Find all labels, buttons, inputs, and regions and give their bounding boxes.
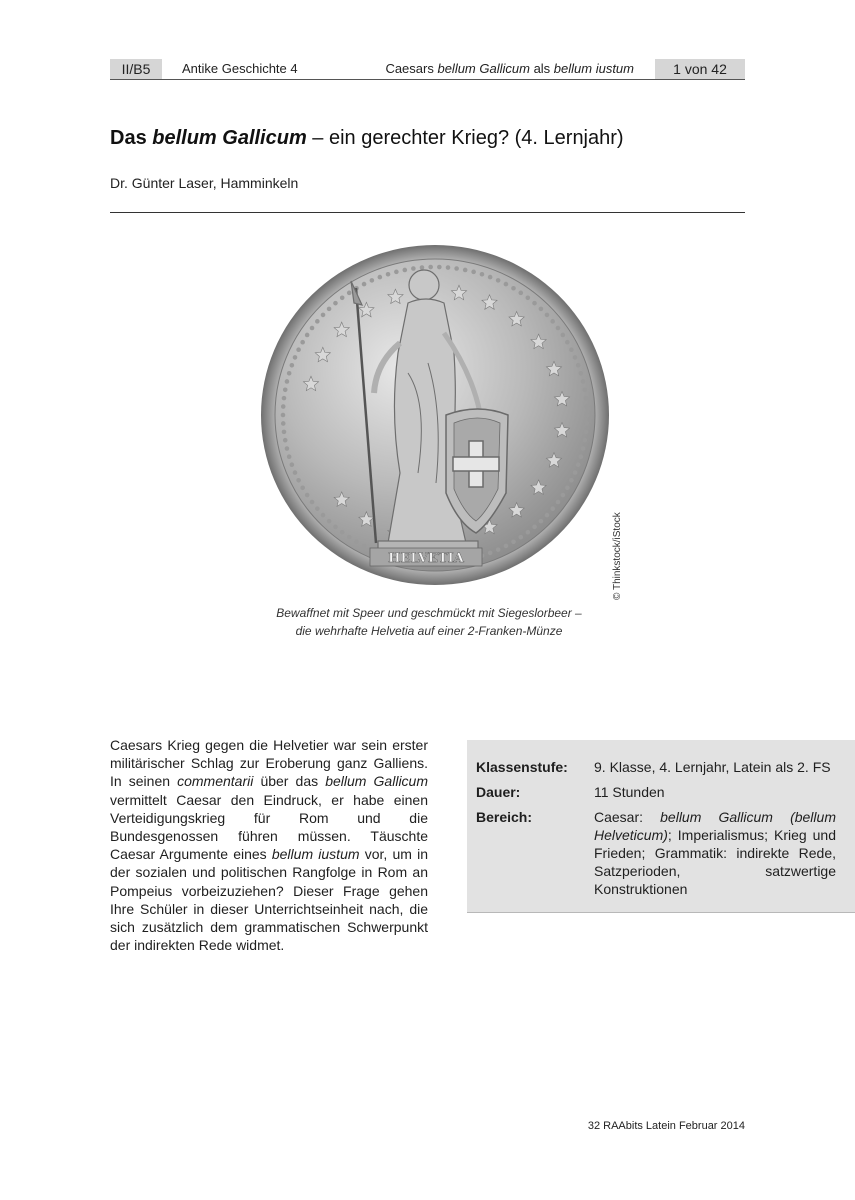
coin-bead — [446, 265, 451, 270]
coin-bead — [394, 270, 399, 275]
image-credit: © Thinkstock/iStock — [612, 512, 623, 600]
page-number: 1 von 42 — [655, 59, 745, 79]
coin-bead — [370, 278, 375, 283]
coin-bead — [300, 340, 305, 345]
coin-bead — [504, 544, 509, 549]
coin-bead — [285, 379, 290, 384]
coin-bead — [281, 413, 286, 418]
coin-bead — [584, 430, 589, 435]
coin-bead — [526, 295, 531, 300]
coin-bead — [354, 539, 359, 544]
coin-bead — [340, 295, 345, 300]
section-code: II/B5 — [110, 59, 162, 79]
topic-title: Caesars bellum Gallicum als bellum iustum — [385, 61, 634, 76]
coin-bead — [362, 282, 367, 287]
divider — [110, 212, 745, 213]
coin-bead — [315, 506, 320, 511]
bereich-label: Bereich: — [476, 809, 533, 825]
coin-bead — [362, 544, 367, 549]
coin-bead — [310, 326, 315, 331]
coin-bead — [579, 454, 584, 459]
coin-bead — [287, 371, 292, 376]
coin-bead — [283, 387, 288, 392]
coin-bead — [584, 421, 589, 426]
coin-bead — [556, 326, 561, 331]
coin-bead — [285, 446, 290, 451]
coin-bead — [471, 270, 476, 275]
coin-bead — [296, 347, 301, 352]
coin-bead — [287, 454, 292, 459]
coin-bead — [539, 307, 544, 312]
coin-bead — [321, 313, 326, 318]
coin-bead — [573, 470, 578, 475]
coin-bead — [281, 404, 286, 409]
coin-bead — [315, 319, 320, 324]
bereich-value: Caesar: bellum Gallicum (bellum Helveticum); Imperialismus; Krieg und Frieden; Grammatik: indirekte Rede, Satzperioden, satzwertige Konstruktionen — [594, 809, 836, 897]
intro-paragraph: Caesars Krieg gegen die Helvetier war sein erster militärischer Schlag zur Eroberung ganz Galliens. In seinen commentarii über das bellum Gallicum vermittelt Caesar den Eindruck, er habe einen Verteidigungskrieg für Rom und die Bundesgenossen führen müssen. Täuschte Caesar Argumente eines bellum iustum vor, um in der sozialen und politischen Rangfolge in Rom an Pompeius vorbeizuziehen? Dieser Frage gehen Ihre Schüler in dieser Unterrichtseinheit nach, die sich zusätzlich dem grammatischen Schwerpunkt der indirekten Rede widmet. — [110, 737, 428, 954]
coin-bead — [305, 493, 310, 498]
coin-bead — [573, 355, 578, 360]
coin-bead — [576, 462, 581, 467]
coin-bead — [561, 333, 566, 338]
coin-bead — [403, 268, 408, 273]
dauer-value: 11 Stunden — [594, 784, 665, 800]
coin-bead — [290, 462, 295, 467]
coin-bead — [550, 506, 555, 511]
coin-bead — [296, 478, 301, 483]
coin-bead — [582, 438, 587, 443]
coin-bead — [310, 500, 315, 505]
coin-bead — [511, 539, 516, 544]
coin-bead — [584, 404, 589, 409]
coin-bead — [321, 513, 326, 518]
coin-bead — [347, 291, 352, 296]
author: Dr. Günter Laser, Hamminkeln — [110, 175, 299, 191]
page-title: Das bellum Gallicum – ein gerechter Krieg? (4. Lernjahr) — [110, 127, 624, 149]
klassenstufe-label: Klassenstufe: — [476, 759, 568, 775]
coin-bead — [569, 478, 574, 483]
coin-bead — [581, 446, 586, 451]
coin-bead — [569, 347, 574, 352]
coin-bead — [300, 485, 305, 490]
coin-bead — [290, 363, 295, 368]
coin-bead — [532, 525, 537, 530]
coin-bead — [545, 313, 550, 318]
helvetia-coin-icon — [258, 243, 612, 588]
coin-bead — [565, 485, 570, 490]
series-name: Antike Geschichte 4 — [182, 61, 298, 76]
coin-bead — [454, 266, 459, 271]
coin-bead — [428, 265, 433, 270]
coin-bead — [539, 519, 544, 524]
coin-bead — [488, 551, 493, 556]
coin-bead — [488, 275, 493, 280]
coin-bead — [511, 286, 516, 291]
coin-bead — [293, 470, 298, 475]
coin-bead — [386, 272, 391, 277]
coin-bead — [282, 396, 287, 401]
info-box — [467, 740, 855, 913]
coin-bead — [420, 265, 425, 270]
coin-bead — [480, 272, 485, 277]
coin-bead — [550, 319, 555, 324]
info-row-bereich — [476, 808, 846, 904]
coin-bead — [333, 301, 338, 306]
coin-bead — [283, 438, 288, 443]
coin-bead — [582, 387, 587, 392]
klassenstufe-value: 9. Klasse, 4. Lernjahr, Latein als 2. FS — [594, 759, 831, 775]
coin-bead — [327, 307, 332, 312]
image-caption: Bewaffnet mit Speer und geschmückt mit Siegeslorbeer – die wehrhafte Helvetia auf einer 2-Franken-Münze — [276, 606, 582, 638]
coin-bead — [576, 363, 581, 368]
coin-bead — [584, 396, 589, 401]
coin-bead — [463, 268, 468, 273]
coin-bead — [545, 513, 550, 518]
coin-bead — [281, 421, 286, 426]
coin-bead — [518, 535, 523, 540]
coin-bead — [585, 413, 590, 418]
coin-bead — [565, 340, 570, 345]
footer-source: 32 RAAbits Latein Februar 2014 — [587, 1120, 745, 1132]
coin-bead — [305, 333, 310, 338]
coin-bead — [347, 535, 352, 540]
coin-bead — [496, 547, 501, 552]
coin-bead — [333, 525, 338, 530]
coin-bead — [327, 519, 332, 524]
page-header — [110, 59, 745, 80]
coin-bead — [282, 430, 287, 435]
coin-bead — [293, 355, 298, 360]
coin-bead — [579, 371, 584, 376]
coin-inscription: HELVETIA — [388, 551, 464, 566]
coin-bead — [518, 291, 523, 296]
coin-bead — [561, 493, 566, 498]
coin-bead — [504, 282, 509, 287]
info-row-dauer — [476, 783, 846, 801]
coin-bead — [556, 500, 561, 505]
coin-bead — [411, 266, 416, 271]
coin-bead — [532, 301, 537, 306]
coin-bead — [581, 379, 586, 384]
info-row-klassenstufe — [476, 758, 846, 776]
coin-bead — [526, 530, 531, 535]
coin-bead — [437, 265, 442, 270]
coin-bead — [378, 275, 383, 280]
coin-bead — [496, 278, 501, 283]
coin-bead — [340, 530, 345, 535]
dauer-label: Dauer: — [476, 784, 521, 800]
